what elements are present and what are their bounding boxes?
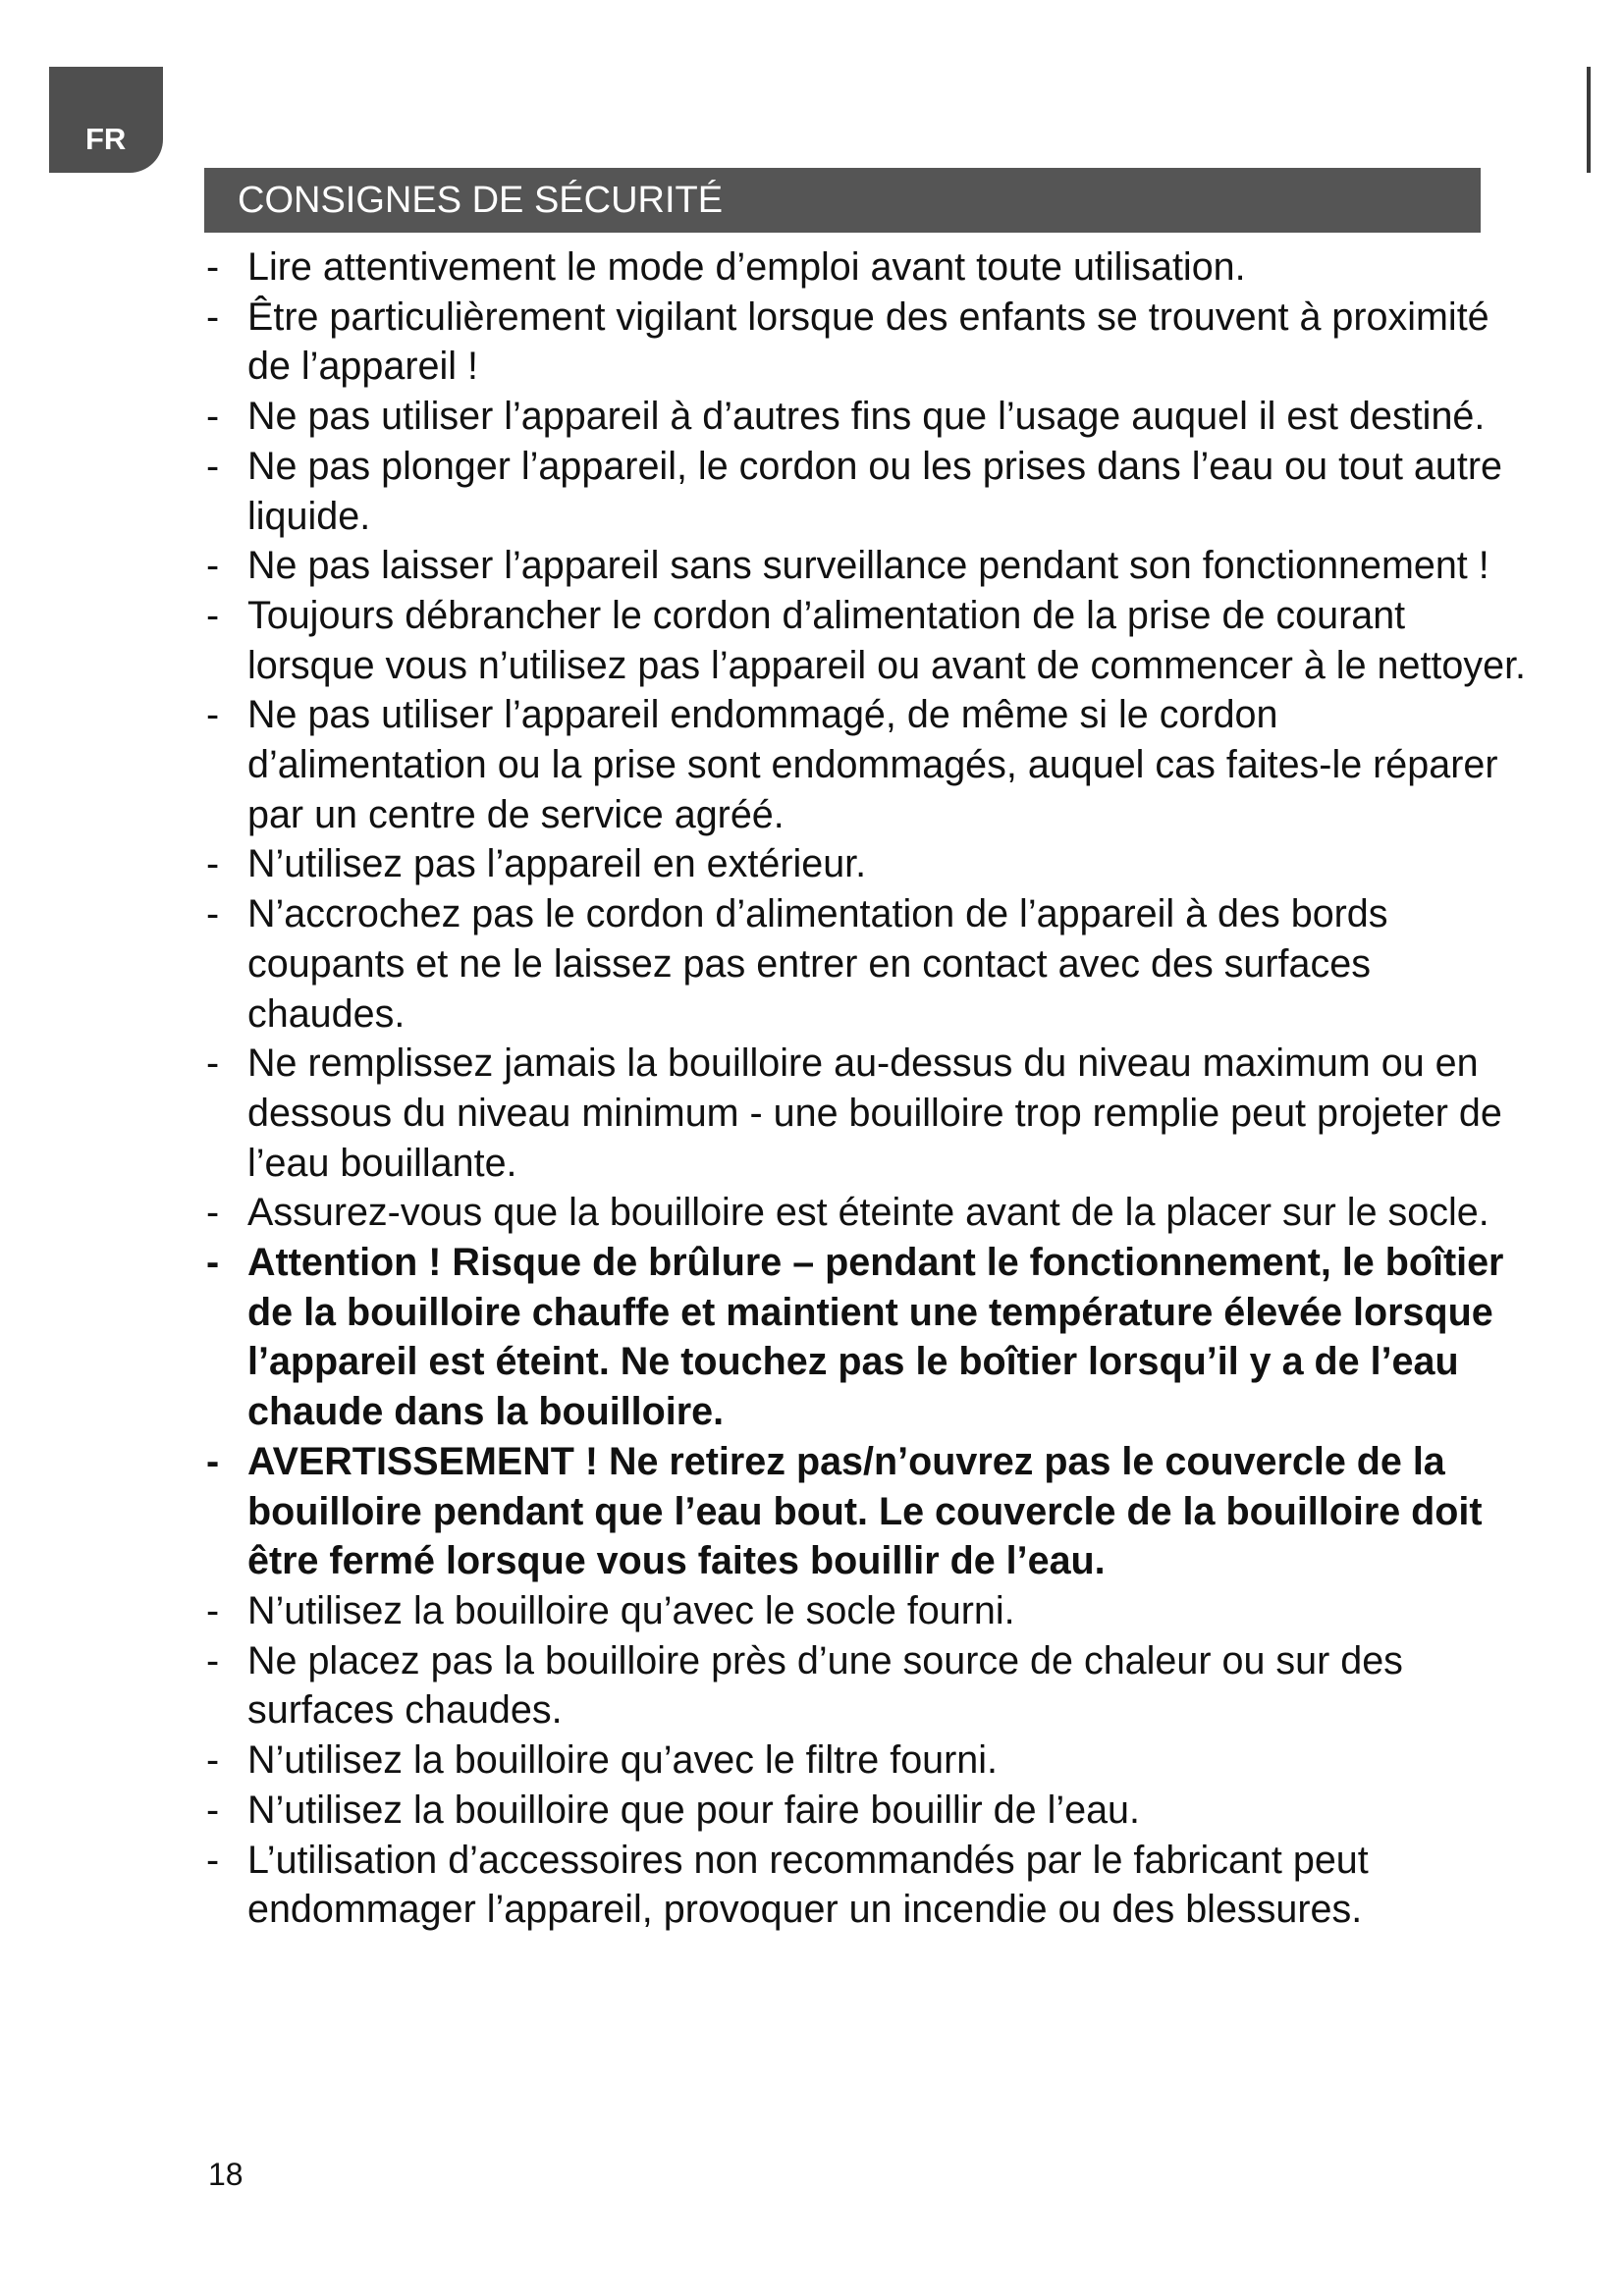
page-number: 18 (208, 2157, 244, 2192)
bullet-dash: - (206, 842, 220, 886)
bullet-dash: - (206, 294, 220, 339)
bullet-dash: - (206, 1241, 220, 1285)
list-item-text: AVERTISSEMENT ! Ne retirez pas/n’ouvrez pas le couvercle de la bouilloire pendant que l’eau bout. Le couvercle de la bouilloire doit être fermé lorsque vous faites bouillir de l’eau. (247, 1439, 1483, 1583)
list-item-text: Ne pas laisser l’appareil sans surveillance pendant son fonctionnement ! (247, 544, 1489, 588)
list-item-text: L’utilisation d’accessoires non recommandés par le fabricant peut endommager l’appareil, provoquer un incendie ou des blessures. (247, 1838, 1369, 1932)
bullet-dash: - (206, 693, 220, 737)
list-item-text: N’accrochez pas le cordon d’alimentation de l’appareil à des bords coupants et ne le laissez pas entrer en contact avec des surfaces chaudes. (247, 892, 1388, 1036)
language-tab: FR (49, 67, 163, 173)
list-item (206, 293, 1527, 392)
list-item-text: Ne placez pas la bouilloire près d’une source de chaleur ou sur des surfaces chaudes. (247, 1638, 1403, 1733)
page-edge-line (1587, 67, 1591, 173)
lid-warning-item (206, 1437, 1527, 1586)
list-item (206, 690, 1527, 839)
list-item (206, 889, 1527, 1039)
bullet-dash: - (206, 1838, 220, 1882)
bullet-dash: - (206, 444, 220, 488)
section-title: CONSIGNES DE SÉCURITÉ (204, 168, 1481, 233)
bullet-dash: - (206, 1588, 220, 1632)
list-item-text: Ne pas utiliser l’appareil à d’autres fins que l’usage auquel il est destiné. (247, 395, 1486, 439)
list-item-text: Ne pas utiliser l’appareil endommagé, de même si le cordon d’alimentation ou la prise sont endommagés, auquel cas faites-le réparer par un centre de service agréé. (247, 693, 1498, 836)
list-item-text: Être particulièrement vigilant lorsque des enfants se trouvent à proximité de l’appareil ! (247, 294, 1489, 389)
bullet-dash: - (206, 1738, 220, 1783)
bullet-dash: - (206, 1638, 220, 1682)
list-item (206, 392, 1527, 442)
bullet-dash: - (206, 593, 220, 637)
list-item (206, 1636, 1527, 1735)
bullet-dash: - (206, 245, 220, 289)
bullet-dash: - (206, 544, 220, 588)
list-item (206, 1836, 1527, 1935)
list-item-text: N’utilisez la bouilloire que pour faire bouillir de l’eau. (247, 1788, 1141, 1832)
bullet-dash: - (206, 1439, 220, 1483)
list-item (206, 541, 1527, 591)
list-item-text: Ne pas plonger l’appareil, le cordon ou les prises dans l’eau ou tout autre liquide. (247, 444, 1502, 538)
list-item (206, 1039, 1527, 1188)
list-item-text: Assurez-vous que la bouilloire est éteinte avant de la placer sur le socle. (247, 1191, 1489, 1235)
safety-instructions-list (206, 242, 1527, 1935)
list-item (206, 591, 1527, 690)
list-item (206, 839, 1527, 889)
list-item-text: Toujours débrancher le cordon d’alimentation de la prise de courant lorsque vous n’utilisez pas l’appareil ou avant de commencer à le nettoyer. (247, 593, 1527, 687)
list-item-text: N’utilisez la bouilloire qu’avec le socle fourni. (247, 1588, 1015, 1632)
list-item (206, 1735, 1527, 1786)
burn-warning-item (206, 1238, 1527, 1437)
bullet-dash: - (206, 892, 220, 936)
list-item-text: Ne remplissez jamais la bouilloire au-dessus du niveau maximum ou en dessous du niveau minimum - une bouilloire trop remplie peut projeter de l’eau bouillante. (247, 1041, 1502, 1185)
list-item (206, 1188, 1527, 1238)
bullet-dash: - (206, 1788, 220, 1832)
list-item-text: N’utilisez pas l’appareil en extérieur. (247, 842, 867, 886)
list-item (206, 1586, 1527, 1636)
list-item-text: Attention ! Risque de brûlure – pendant le fonctionnement, le boîtier de la bouilloire chauffe et maintient une température élevée lorsque l’appareil est éteint. Ne touchez pas le boîtier lorsqu’il y a de l’eau chaude dans la bouilloire. (247, 1241, 1504, 1434)
bullet-dash: - (206, 395, 220, 439)
list-item (206, 442, 1527, 541)
bullet-dash: - (206, 1191, 220, 1235)
list-item-text: N’utilisez la bouilloire qu’avec le filtre fourni. (247, 1738, 999, 1783)
list-item (206, 1786, 1527, 1836)
list-item (206, 242, 1527, 293)
list-item-text: Lire attentivement le mode d’emploi avant toute utilisation. (247, 245, 1246, 289)
bullet-dash: - (206, 1041, 220, 1086)
